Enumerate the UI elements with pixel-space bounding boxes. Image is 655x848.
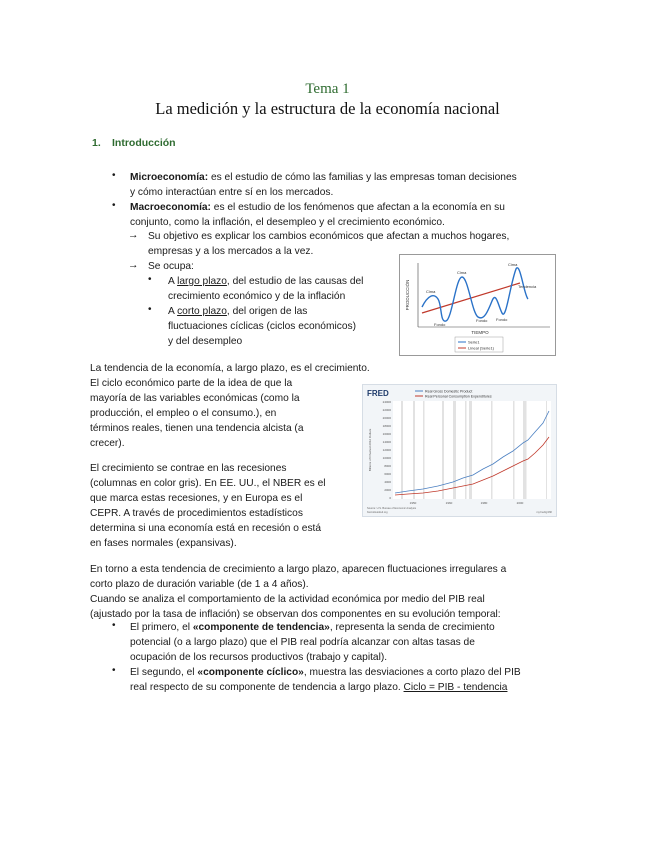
bullet-text: es el estudio de los fenómenos que afectan a la economía en su [210, 202, 505, 213]
recession-band [523, 401, 527, 499]
bullet-text: conjunto, como la inflación, el desempleo y el crecimiento económico. [130, 217, 445, 228]
sub-text: y del desempleo [168, 336, 243, 347]
fred-link: myf.red/g/J6ft [536, 511, 552, 514]
cycle-formula: Ciclo = PIB - tendencia [403, 682, 508, 693]
fred-y-label: Billions of Chained 2012 Dollars [368, 428, 372, 472]
y-tick: 18000 [382, 424, 391, 428]
y-axis-label: PRODUCCIÓN [405, 279, 410, 311]
paragraph-line: corto plazo de duración variable (de 1 a 4 años). [90, 579, 309, 590]
arrow-text: empresas y a los mercados a la vez. [148, 246, 314, 257]
recession-band [491, 401, 493, 499]
y-tick: 8000 [384, 464, 391, 468]
bullet-cyclical-component [130, 665, 570, 695]
paragraph-line: en fases normales (expansivas). [90, 538, 237, 549]
sub-text: A [168, 306, 178, 317]
paragraph-line: mayoría de las variables económicas (como la [90, 393, 300, 404]
label-cima-3: Cima [508, 262, 518, 267]
term-micro: Microeconomía: [130, 172, 209, 183]
bullet-text: El primero, el [130, 622, 193, 633]
y-tick: 10000 [382, 456, 391, 460]
bullet-trend-component [130, 620, 570, 665]
bullet-micro [130, 170, 570, 200]
fred-logo: FRED [367, 389, 389, 398]
paragraph-line: producción, el empleo o el consumo.), en [90, 408, 277, 419]
bullet-icon: • [112, 170, 116, 181]
sub-text: , del estudio de las causas del [226, 276, 364, 287]
bullet-icon: • [112, 620, 116, 631]
recession-band [453, 401, 456, 499]
fred-chart-svg [363, 385, 556, 516]
bullet-text: , muestra las desviaciones a corto plazo del PIB [303, 667, 521, 678]
y-tick: 14000 [382, 440, 391, 444]
label-cima-2: Cima [457, 270, 467, 275]
business-cycle-chart [399, 254, 556, 356]
page-title-topic: Tema 1 [305, 81, 350, 97]
x-tick: 1960 [445, 501, 453, 505]
term-trend-component: «componente de tendencia» [192, 622, 330, 633]
arrow-icon: → [128, 259, 139, 271]
bullet-icon: • [112, 200, 116, 211]
paragraph-line: La tendencia de la economía, a largo plazo, es el crecimiento. [90, 363, 370, 374]
paragraph-line: CEPR. A través de procedimientos estadísticos [90, 508, 303, 519]
paragraph-line: términos reales, tienen una tendencia alcista (a [90, 423, 304, 434]
paragraph-line: Cuando se analiza el comportamiento de la actividad económica por medio del PIB real [90, 594, 485, 605]
sub-text: , del origen de las [226, 306, 308, 317]
arrow-item-scope: Se ocupa: [148, 261, 194, 272]
paragraph-line: (columnas en color gris). En EE. UU., el NBER es el [90, 478, 326, 489]
paragraph-recessions [90, 461, 360, 551]
legend-pce: Real Personal Consumption Expenditures [425, 394, 492, 399]
bullet-text: , representa la senda de crecimiento [329, 622, 495, 633]
term-cyclical-component: «componente cíclico» [197, 667, 304, 678]
y-tick: 22000 [382, 408, 391, 412]
cycle-series-line [422, 268, 528, 321]
bullet-text: El segundo, el [130, 667, 198, 678]
label-fondo-3: Fondo [496, 317, 508, 322]
y-tick: 20000 [382, 416, 391, 420]
underlined-term: largo plazo [177, 276, 227, 287]
sub-text: crecimiento económico y de la inflación [168, 291, 346, 302]
sub-text: A [168, 276, 178, 287]
label-cima-1: Cima [426, 289, 436, 294]
bullet-text: es el estudio de cómo las familias y las empresas toman decisiones [208, 172, 517, 183]
paragraph-line: En torno a esta tendencia de crecimiento a largo plazo, aparecen fluctuaciones irregulares a [90, 564, 507, 575]
x-tick: 1950 [409, 501, 417, 505]
label-tendencia: Tendencia [518, 284, 537, 289]
paragraph-fluctuations [90, 562, 570, 622]
bullet-macro [130, 200, 570, 230]
y-tick: 0 [389, 496, 391, 500]
y-tick: 16000 [382, 432, 391, 436]
paragraph-line: determina si una economía está en recesión o está [90, 523, 322, 534]
recession-band [465, 401, 467, 499]
label-fondo-2: Fondo [476, 318, 488, 323]
underlined-term: corto plazo [177, 306, 227, 317]
bullet-icon: • [112, 665, 116, 676]
legend-trend: Lineal (Serie1) [468, 345, 495, 351]
business-cycle-svg [400, 255, 555, 355]
fred-chart [362, 384, 557, 517]
bullet-text: potencial (o a largo plazo) que el PIB real podría alcanzar con altas tasas de [130, 637, 475, 648]
x-ticks [410, 501, 524, 505]
y-tick: 12000 [382, 448, 391, 452]
y-tick: 6000 [384, 472, 391, 476]
legend-series: Serie1 [468, 339, 480, 345]
sub-bullet-short-term [168, 304, 398, 349]
bullet-text: real respecto de su componente de tendencia a largo plazo. [130, 682, 404, 693]
label-fondo-1: Fondo [434, 322, 446, 327]
x-axis-label: TIEMPO [471, 330, 489, 335]
y-tick: 4000 [384, 480, 391, 484]
bullet-icon: • [148, 274, 152, 285]
bullet-icon: • [148, 304, 152, 315]
recession-band [423, 401, 425, 499]
paragraph-line: (ajustado por la tasa de inflación) se observan dos componentes en su evolución temporal: [90, 609, 501, 620]
term-macro: Macroeconomía: [130, 202, 211, 213]
paragraph-line: El crecimiento se contrae en las recesiones [90, 463, 287, 474]
y-tick: 2000 [384, 488, 391, 492]
y-tick: 24000 [382, 400, 391, 404]
recession-band [413, 401, 415, 499]
section-title: Introducción [112, 137, 176, 149]
arrow-text: Su objetivo es explicar los cambios económicos que afectan a muchos hogares, [148, 231, 510, 242]
section-heading [92, 137, 176, 149]
y-ticks [383, 400, 392, 500]
sub-bullet-long-term [168, 274, 398, 304]
page-title: La medición y la estructura de la economía nacional [155, 99, 500, 118]
arrow-icon: → [128, 229, 139, 241]
bullet-text: y cómo interactúan entre sí en los mercados. [130, 187, 334, 198]
sub-text: fluctuaciones cíclicas (ciclos económicos) [168, 321, 356, 332]
paragraph-line: que marca estas recesiones, y en Europa es el [90, 493, 303, 504]
paragraph-line: El ciclo económico parte de la idea de que la [90, 378, 293, 389]
x-tick: 1980 [480, 501, 488, 505]
x-tick: 2000 [516, 501, 524, 505]
bullet-text: ocupación de los recursos productivos (trabajo y capital). [130, 652, 388, 663]
fred-footer: fred.stlouisfed.org [367, 511, 388, 514]
paragraph-line: crecer). [90, 438, 125, 449]
legend-gdp: Real Gross Domestic Product [425, 389, 473, 394]
fred-source: Source: U.S. Bureau of Economic Analysis [367, 507, 417, 510]
section-number: 1. [92, 137, 101, 149]
recession-band [401, 401, 403, 499]
